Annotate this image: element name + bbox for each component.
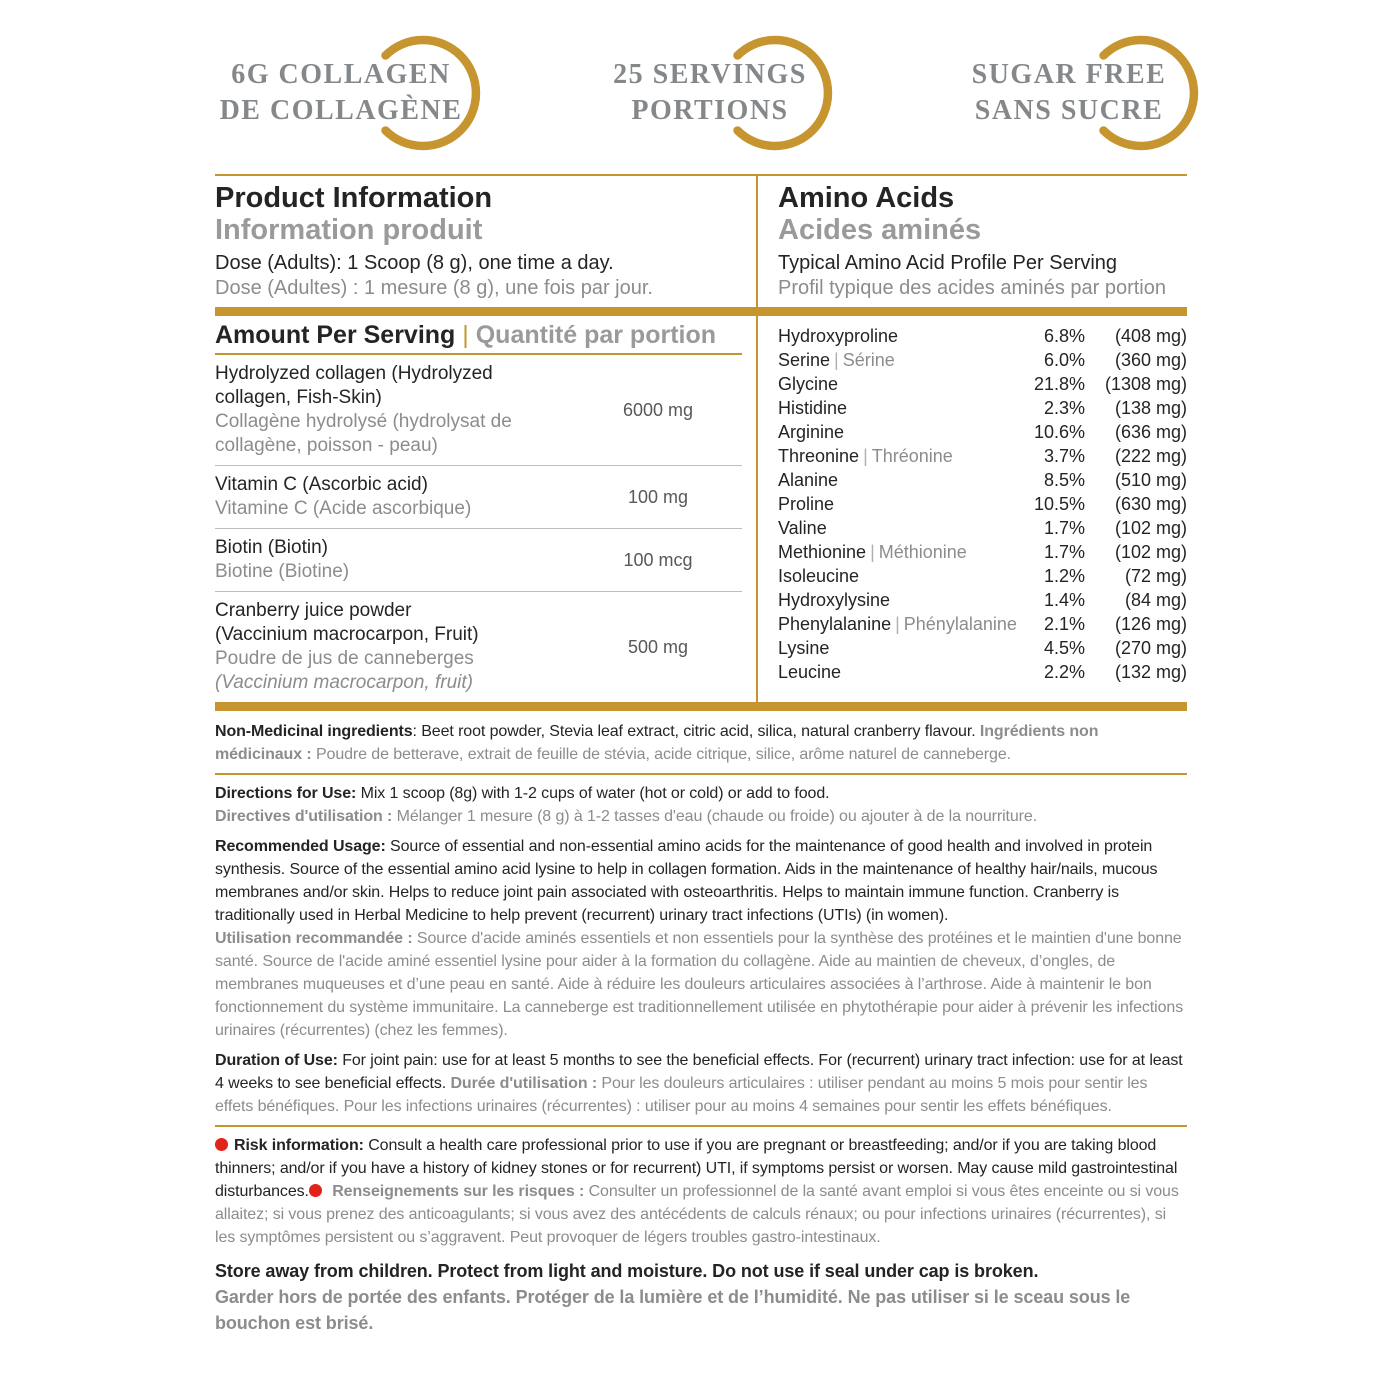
gold-divider <box>215 773 1187 775</box>
duration-paragraph <box>215 1049 1187 1118</box>
amino-row <box>778 588 1187 612</box>
amount-header-fr: Quantité par portion <box>475 321 717 349</box>
amino-mg: (1308 mg) <box>1104 374 1187 394</box>
amino-name <box>778 540 1017 564</box>
amino-mg: (630 mg) <box>1114 494 1187 514</box>
ingredient-name-line: collagen, Fish-Skin) <box>215 387 382 408</box>
risk-bullet-icon <box>309 1184 322 1197</box>
amino-name-en: Phenylalanine <box>778 614 892 634</box>
text-segment: Durée d'utilisation : <box>450 1075 602 1092</box>
label-content <box>215 174 1187 1336</box>
amino-percent: 2.1% <box>1043 614 1085 634</box>
amino-mg: (126 mg) <box>1114 614 1187 634</box>
amount-header-en: Amount Per Serving <box>215 321 456 349</box>
gold-divider <box>215 1125 1187 1127</box>
amino-mg: (132 mg) <box>1114 662 1187 682</box>
amino-percent: 1.7% <box>1043 518 1085 538</box>
amino-name-en: Arginine <box>778 422 845 442</box>
amino-name-en: Hydroxylysine <box>778 590 891 610</box>
amino-row <box>778 324 1187 348</box>
recommended-paragraph <box>215 835 1187 1042</box>
ingredient-row <box>215 528 742 591</box>
amino-name-fr: Thréonine <box>871 446 953 466</box>
amino-row <box>778 540 1187 564</box>
badge-line-fr: SANS SUCRE <box>974 95 1164 126</box>
amino-mg: (270 mg) <box>1114 638 1187 658</box>
amino-name-separator: | <box>863 446 868 466</box>
amino-name <box>778 372 1017 396</box>
amino-percent: 10.5% <box>1033 494 1085 514</box>
dose-en: Dose (Adults): 1 Scoop (8 g), one time a day. <box>215 252 614 274</box>
header-pipe: | <box>462 321 469 349</box>
amino-percent: 1.2% <box>1043 566 1085 586</box>
ingredient-amount: 100 mg <box>627 486 689 507</box>
ingredient-name-line: Poudre de jus de canneberges <box>215 648 474 669</box>
amino-name-en: Hydroxyproline <box>778 326 899 346</box>
amino-title-en: Amino Acids <box>778 182 955 214</box>
amino-name-fr: Méthionine <box>878 542 967 562</box>
amino-name-en: Serine <box>778 350 831 370</box>
section-headers <box>215 176 1187 307</box>
supplement-facts-table <box>215 316 756 702</box>
amino-mg: (510 mg) <box>1114 470 1187 490</box>
amino-row <box>778 468 1187 492</box>
amino-name <box>778 612 1017 636</box>
ingredient-name-line: collagène, poisson - peau) <box>215 435 438 456</box>
ingredient-name-line: Hydrolyzed collagen (Hydrolyzed <box>215 363 493 384</box>
ingredient-name-line: Biotin (Biotin) <box>215 537 328 558</box>
badge-text <box>215 57 467 129</box>
text-segment: Consulter un professionnel de la santé avant emploi si vous êtes enceinte ou si vous allaitez; si vous prenez des anticoagulants; si vous avez des antécédents de calculs rénaux; ou pour infections urinaires (récurrentes), si les symptômes persistent ou s’aggravent. Peut provoquer de légers troubles gastro-intestinaux. <box>215 1183 1179 1246</box>
ingredient-name-line: Vitamine C (Acide ascorbique) <box>215 498 472 519</box>
badge-servings <box>601 24 819 162</box>
storage-paragraph <box>215 1258 1187 1336</box>
amino-name-en: Isoleucine <box>778 566 860 586</box>
amino-row <box>778 420 1187 444</box>
ingredient-amount: 500 mg <box>627 636 689 657</box>
amino-percent: 10.6% <box>1033 422 1085 442</box>
amino-name-fr: Sérine <box>842 350 895 370</box>
amino-name-en: Lysine <box>778 638 830 658</box>
amino-name-separator: | <box>834 350 839 370</box>
amino-acids-header <box>756 182 1187 301</box>
amino-name <box>778 564 1017 588</box>
text-segment: Mix 1 scoop (8g) with 1-2 cups of water (hot or cold) or add to food. <box>360 785 830 802</box>
non-medicinal-paragraph <box>215 720 1187 766</box>
product-info-header <box>215 182 756 301</box>
ingredient-name-line: (Vaccinium macrocarpon, fruit) <box>215 672 473 693</box>
amino-name-en: Histidine <box>778 398 848 418</box>
text-segment: Directives d'utilisation : <box>215 808 397 825</box>
text-segment: Garder hors de portée des enfants. Protéger de la lumière et de l’humidité. Ne pas utiliser si le sceau sous le bouchon est brisé. <box>215 1287 1131 1333</box>
badge-collagen <box>215 24 467 162</box>
amino-row <box>778 636 1187 660</box>
amino-name-en: Proline <box>778 494 835 514</box>
text-segment: Risk information: <box>234 1137 369 1154</box>
amino-mg: (138 mg) <box>1114 398 1187 418</box>
ingredient-row <box>215 355 742 465</box>
amino-percent: 6.8% <box>1043 326 1085 346</box>
amino-mg: (408 mg) <box>1114 326 1187 346</box>
amino-name <box>778 420 1017 444</box>
text-segment: Directions for Use: <box>215 785 361 802</box>
amino-name <box>778 444 1017 468</box>
badge-text <box>601 57 819 129</box>
amino-row <box>778 660 1187 684</box>
amino-name-separator: | <box>870 542 875 562</box>
product-info-title-fr: Information produit <box>215 214 483 246</box>
amino-row <box>778 492 1187 516</box>
ingredient-name-line: Vitamin C (Ascorbic acid) <box>215 474 428 495</box>
amino-row <box>778 612 1187 636</box>
amino-row <box>778 396 1187 420</box>
amino-name-en: Alanine <box>778 470 839 490</box>
amino-percent: 21.8% <box>1033 374 1085 394</box>
amino-name <box>778 324 1017 348</box>
amino-name <box>778 660 1017 684</box>
amino-subtitle-fr: Profil typique des acides aminés par portion <box>778 277 1166 299</box>
amino-mg: (636 mg) <box>1114 422 1187 442</box>
text-segment: Renseignements sur les risques : <box>327 1183 589 1200</box>
amino-row <box>778 444 1187 468</box>
text-segment: For joint pain: use for at least 5 months to see the beneficial effects. For (recurrent) urinary tract infection: use for at least 4 weeks to see beneficial effects. <box>215 1052 1183 1092</box>
text-segment: Poudre de betterave, extrait de feuille de stévia, acide citrique, silice, arôme naturel de canneberge. <box>315 746 1011 763</box>
risk-paragraph <box>215 1134 1187 1249</box>
amino-mg: (102 mg) <box>1114 542 1187 562</box>
badge-row <box>215 24 1185 162</box>
badge-sugar-free <box>953 24 1185 162</box>
amino-name <box>778 516 1017 540</box>
badge-line-fr: PORTIONS <box>631 95 789 126</box>
text-segment: : Beet root powder, Stevia leaf extract, citric acid, silica, natural cranberry flavour. <box>412 723 980 740</box>
amino-row <box>778 516 1187 540</box>
amino-percent: 3.7% <box>1043 446 1085 466</box>
amino-percent: 1.7% <box>1043 542 1085 562</box>
amino-name-en: Threonine <box>778 446 860 466</box>
amino-name <box>778 636 1017 660</box>
risk-bullet-icon <box>215 1138 228 1151</box>
badge-line-en: 6G COLLAGEN <box>231 59 451 90</box>
badge-text <box>953 57 1185 129</box>
text-segment: Utilisation recommandée : <box>215 930 417 947</box>
badge-line-en: SUGAR FREE <box>971 59 1167 90</box>
amino-name-fr: Phénylalanine <box>903 614 1017 634</box>
text-segment: Store away from children. Protect from light and moisture. Do not use if seal under cap is broken. <box>215 1261 1039 1281</box>
amino-percent: 2.2% <box>1043 662 1085 682</box>
text-segment: Pour les douleurs articulaires : utiliser pendant au moins 5 mois pour sentir les effets bénéfiques. Pour les infections urinaires (récurrentes) : utiliser pour au moins 4 semaines pour sentir les effets bénéfiques. <box>215 1075 1148 1115</box>
ingredient-name-line: Cranberry juice powder <box>215 600 412 621</box>
ingredient-amount: 100 mcg <box>623 549 693 570</box>
badge-line-en: 25 SERVINGS <box>613 59 807 90</box>
text-segment: Source of essential and non-essential amino acids for the maintenance of good health and involved in protein synthesis. Source of the essential amino acid lysine to help in collagen formation. Aids in the maintenance of healthy hair/nails, mucous membranes and/or skin. Helps to reduce joint pain associated with osteoarthritis. Helps to maintain immune function. Cranberry is traditionally used in Herbal Medicine to help prevent (recurrent) urinary tract infections (UTIs) (in women). <box>215 838 1158 924</box>
amino-mg: (222 mg) <box>1114 446 1187 466</box>
ingredient-row <box>215 591 742 702</box>
ingredient-name-line: Biotine (Biotine) <box>215 561 350 582</box>
ingredient-name <box>215 536 574 584</box>
amino-subtitle-en: Typical Amino Acid Profile Per Serving <box>778 252 1118 274</box>
text-segment: Source d'acide aminés essentiels et non essentiels pour la synthèse des protéines et le maintien d'une bonne santé. Source de l'acide aminé essentiel lysine pour aider à la formation du collagène. Aide au maintien de cheveux, d’ongles, de membranes muqueuses et d’une peau en santé. Aide à réduire les douleurs articulaires associées à l’arthrose. Aide à maintenir le bon fonctionnement du système immunitaire. La canneberge est traditionnellement utilisée en phytothérapie pour aider à prévenir les infections urinaires (récurrentes) (chez les femmes). <box>215 930 1184 1039</box>
amino-mg: (102 mg) <box>1114 518 1187 538</box>
amino-percent: 6.0% <box>1043 350 1085 370</box>
amino-name-en: Leucine <box>778 662 842 682</box>
amino-row <box>778 372 1187 396</box>
gold-bar <box>215 307 1187 316</box>
amino-row <box>778 564 1187 588</box>
amino-name <box>778 492 1017 516</box>
amino-name <box>778 468 1017 492</box>
text-segment: Ingrédients non médicinaux : <box>215 723 1099 763</box>
amino-acid-table <box>756 316 1187 702</box>
amino-percent: 2.3% <box>1043 398 1085 418</box>
amino-name <box>778 588 1017 612</box>
amino-percent: 8.5% <box>1043 470 1085 490</box>
amino-mg: (360 mg) <box>1114 350 1187 370</box>
product-info-title-en: Product Information <box>215 182 493 214</box>
amino-name-en: Methionine <box>778 542 867 562</box>
ingredient-amount: 6000 mg <box>622 399 694 420</box>
amino-rows <box>778 316 1187 684</box>
dose-fr: Dose (Adultes) : 1 mesure (8 g), une fois par jour. <box>215 277 653 299</box>
amino-name-en: Glycine <box>778 374 839 394</box>
tables-section <box>215 316 1187 702</box>
amino-title-fr: Acides aminés <box>778 214 982 246</box>
ingredient-name <box>215 599 574 695</box>
text-segment: Consult a health care professional prior to use if you are pregnant or breastfeeding; and/or if you are taking blood thinners; and/or if you have a history of kidney stones or for recurrent) UTI, if symptoms persist or worsen. May cause mild gastrointestinal disturbances. <box>215 1137 1178 1200</box>
amount-per-serving-header <box>215 316 742 355</box>
amino-name <box>778 396 1017 420</box>
text-segment: Recommended Usage: <box>215 838 391 855</box>
text-segment: Non-Medicinal ingredients <box>215 723 413 740</box>
amino-mg: (72 mg) <box>1124 566 1187 586</box>
amino-name-en: Valine <box>778 518 827 538</box>
amino-percent: 4.5% <box>1043 638 1085 658</box>
badge-line-fr: DE COLLAGÈNE <box>219 95 463 126</box>
amino-percent: 1.4% <box>1043 590 1085 610</box>
ingredient-rows <box>215 355 742 702</box>
gold-bar <box>215 702 1187 711</box>
amino-name-separator: | <box>895 614 900 634</box>
directions-paragraph <box>215 782 1187 828</box>
ingredient-row <box>215 465 742 528</box>
text-segment: Mélanger 1 mesure (8 g) à 1-2 tasses d'eau (chaude ou froide) ou ajouter à de la nourriture. <box>396 808 1038 825</box>
ingredient-name <box>215 473 574 521</box>
text-segment: Duration of Use: <box>215 1052 343 1069</box>
ingredient-name <box>215 362 574 458</box>
ingredient-name-line: Collagène hydrolysé (hydrolysat de <box>215 411 512 432</box>
ingredient-name-line: (Vaccinium macrocarpon, Fruit) <box>215 624 479 645</box>
amino-row <box>778 348 1187 372</box>
amino-name <box>778 348 1017 372</box>
amino-mg: (84 mg) <box>1124 590 1187 610</box>
